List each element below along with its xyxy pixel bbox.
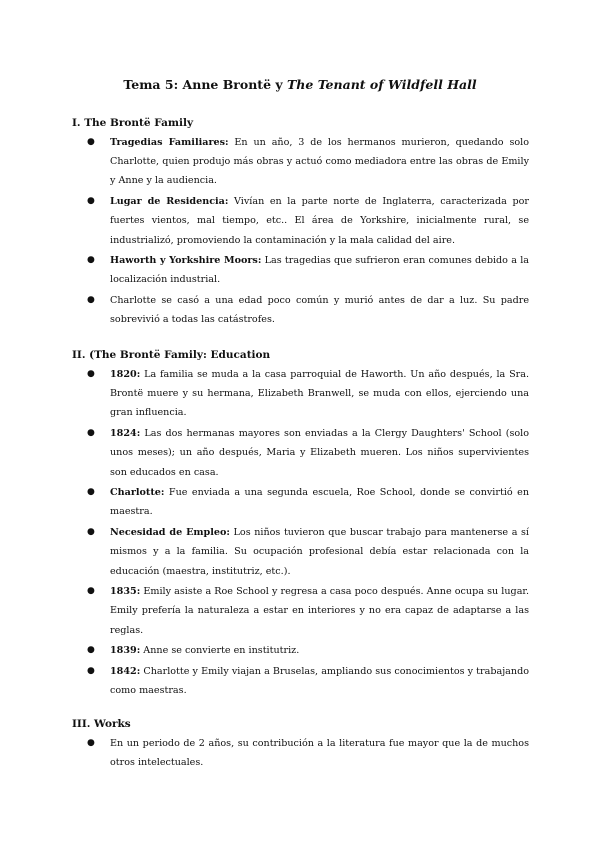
bullet-icon: ● <box>87 428 95 439</box>
section-heading: II. (The Brontë Family: Education <box>72 349 271 361</box>
bullet-list <box>0 734 600 774</box>
bullet-icon: ● <box>87 487 95 498</box>
bullet-icon: ● <box>87 527 95 538</box>
section-heading: III. Works <box>72 718 131 730</box>
bullet-list <box>0 133 600 331</box>
bullet-icon: ● <box>87 738 95 748</box>
list-item: ● 1839: Anne se convierte en institutriz. <box>0 641 600 660</box>
list-item: ● 1842: Charlotte y Emily viajan a Bruselas, ampliando sus conocimientos y trabajando como maestras. <box>0 662 600 700</box>
list-item: ● En un periodo de 2 años, su contribución a la literatura fue mayor que la de muchos otros intelectuales. <box>0 734 600 772</box>
list-item: ● Lugar de Residencia: Vivían en la parte norte de Inglaterra, caracterizada por fuertes vientos, mal tiempo, etc.. El área de Yorkshire, inicialmente rural, se industrializó, promoviendo la contaminación y la mala calidad del aire. <box>0 192 600 250</box>
list-item: ● Necesidad de Empleo: Los niños tuvieron que buscar trabajo para mantenerse a sí mismos y a la familia. Su ocupación profesional debía estar relacionada con la educación (maestra, institutriz, etc.). <box>0 523 600 581</box>
list-item: ● Tragedias Familiares: En un año, 3 de los hermanos murieron, quedando solo Charlotte, quien produjo más obras y actuó como mediadora entre las obras de Emily y Anne y la audiencia. <box>0 133 600 191</box>
list-item: ● Charlotte se casó a una edad poco común y murió antes de dar a luz. Su padre sobrevivió a todas las catástrofes. <box>0 291 600 329</box>
list-item: ● 1824: Las dos hermanas mayores son enviadas a la Clergy Daughters' School (solo unos meses); un año después, Maria y Elizabeth mueren. Los niños supervivientes son educados en casa. <box>0 424 600 482</box>
bullet-icon: ● <box>87 255 95 266</box>
list-item: ● Haworth y Yorkshire Moors: Las tragedias que sufrieron eran comunes debido a la localización industrial. <box>0 251 600 289</box>
list-item: ● Charlotte: Fue enviada a una segunda escuela, Roe School, donde se convirtió en maestra. <box>0 483 600 521</box>
bullet-icon: ● <box>87 295 95 306</box>
bullet-icon: ● <box>87 196 95 207</box>
title-prefix: Tema 5: Anne Brontë y <box>123 77 287 92</box>
bullet-icon: ● <box>87 137 95 147</box>
bullet-icon: ● <box>87 645 95 656</box>
title-italic: The Tenant of Wildfell Hall <box>287 77 477 92</box>
section-heading: I. The Brontë Family <box>72 117 194 129</box>
bullet-icon: ● <box>87 369 95 379</box>
page-title <box>0 76 600 94</box>
bullet-icon: ● <box>87 586 95 597</box>
list-item: ● 1820: La familia se muda a la casa parroquial de Haworth. Un año después, la Sra. Brontë muere y su hermana, Elizabeth Branwell, se muda con ellos, ejerciendo una gran influencia. <box>0 365 600 423</box>
bullet-list <box>0 365 600 702</box>
bullet-icon: ● <box>87 666 95 677</box>
list-item: ● 1835: Emily asiste a Roe School y regresa a casa poco después. Anne ocupa su lugar. Emily prefería la naturaleza a estar en interiores y no era capaz de adaptarse a las reglas. <box>0 582 600 640</box>
